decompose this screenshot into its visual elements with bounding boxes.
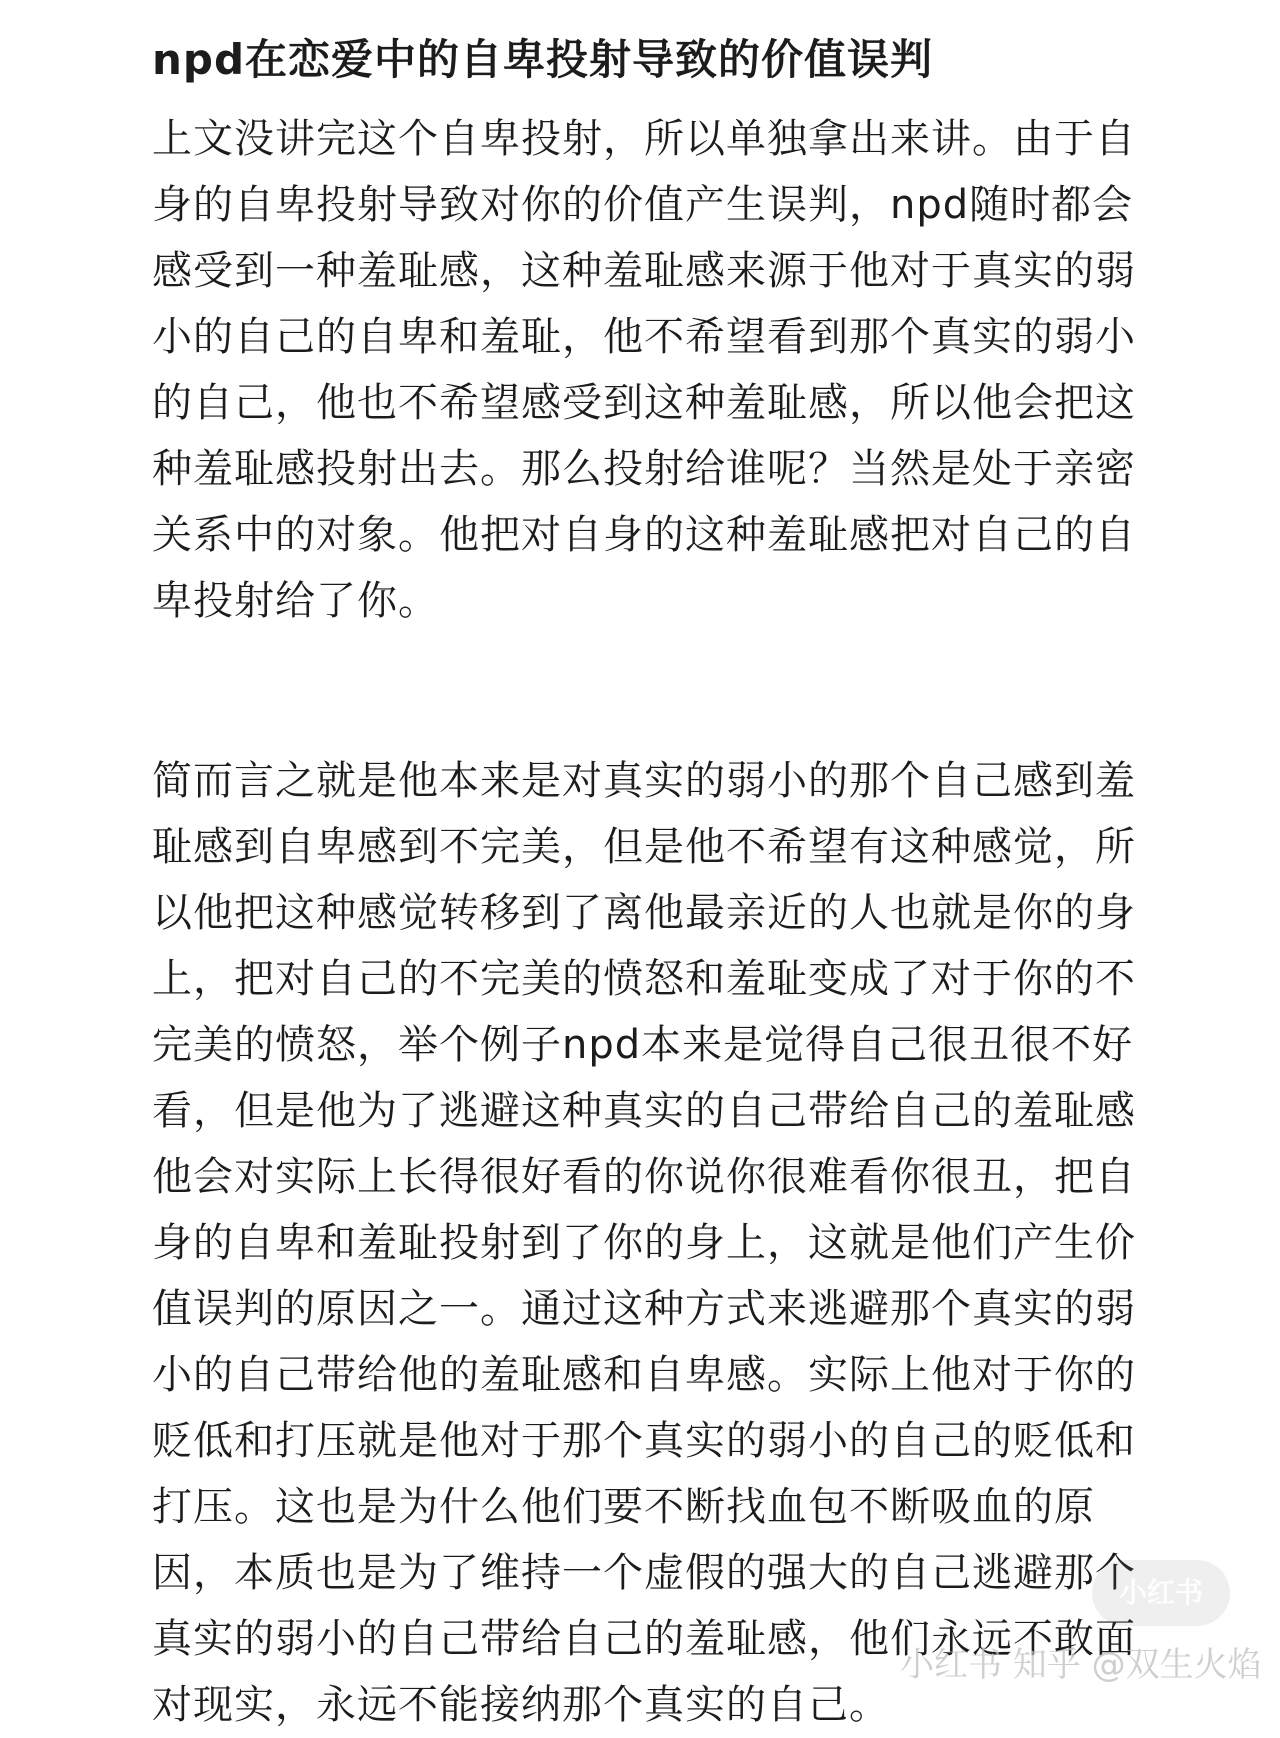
text-line: 以他把这种感觉转移到了离他最亲近的人也就是你的身	[152, 890, 1136, 936]
text-line: 小的自己带给他的羞耻感和自卑感。实际上他对于你的	[152, 1352, 1136, 1398]
text-line: 他会对实际上长得很好看的你说你很难看你很丑，把自	[152, 1154, 1136, 1200]
text-line: 上文没讲完这个自卑投射，所以单独拿出来讲。由于自	[152, 116, 1136, 162]
text-line: 完美的愤怒，举个例子npd本来是觉得自己很丑很不好	[152, 1022, 1134, 1068]
text-line: 种羞耻感投射出去。那么投射给谁呢？当然是处于亲密	[152, 446, 1136, 492]
text-line: 身的自卑投射导致对你的价值产生误判，npd随时都会	[152, 182, 1134, 228]
text-line: 真实的弱小的自己带给自己的羞耻感，他们永远不敢面	[152, 1616, 1136, 1662]
text-line: 看，但是他为了逃避这种真实的自己带给自己的羞耻感	[152, 1088, 1136, 1134]
text-line: 小的自己的自卑和羞耻，他不希望看到那个真实的弱小	[152, 314, 1136, 360]
paragraph-gap	[152, 634, 1142, 748]
text-line: 耻感到自卑感到不完美，但是他不希望有这种感觉，所	[152, 824, 1136, 870]
watermark-badge: 小红书	[1092, 1560, 1230, 1626]
text-line: 对现实，永远不能接纳那个真实的自己。	[152, 1682, 890, 1728]
text-line: 值误判的原因之一。通过这种方式来逃避那个真实的弱	[152, 1286, 1136, 1332]
paragraph-2	[152, 748, 1142, 1738]
watermark-text: 小红书 知乎 @双生火焰	[900, 1645, 1262, 1685]
article	[152, 28, 1142, 1738]
text-line: 上，把对自己的不完美的愤怒和羞耻变成了对于你的不	[152, 956, 1136, 1002]
text-line: 简而言之就是他本来是对真实的弱小的那个自己感到羞	[152, 758, 1136, 804]
paragraph-1	[152, 106, 1142, 634]
article-title: npd在恋爱中的自卑投射导致的价值误判	[152, 35, 934, 84]
text-line: 身的自卑和羞耻投射到了你的身上，这就是他们产生价	[152, 1220, 1136, 1266]
text-line: 感受到一种羞耻感，这种羞耻感来源于他对于真实的弱	[152, 248, 1136, 294]
text-line: 关系中的对象。他把对自身的这种羞耻感把对自己的自	[152, 512, 1136, 558]
text-line: 因，本质也是为了维持一个虚假的强大的自己逃避那个	[152, 1550, 1136, 1596]
text-line: 卑投射给了你。	[152, 578, 439, 624]
text-line: 的自己，他也不希望感受到这种羞耻感，所以他会把这	[152, 380, 1136, 426]
text-line: 打压。这也是为什么他们要不断找血包不断吸血的原	[152, 1484, 1095, 1530]
text-line: 贬低和打压就是他对于那个真实的弱小的自己的贬低和	[152, 1418, 1136, 1464]
